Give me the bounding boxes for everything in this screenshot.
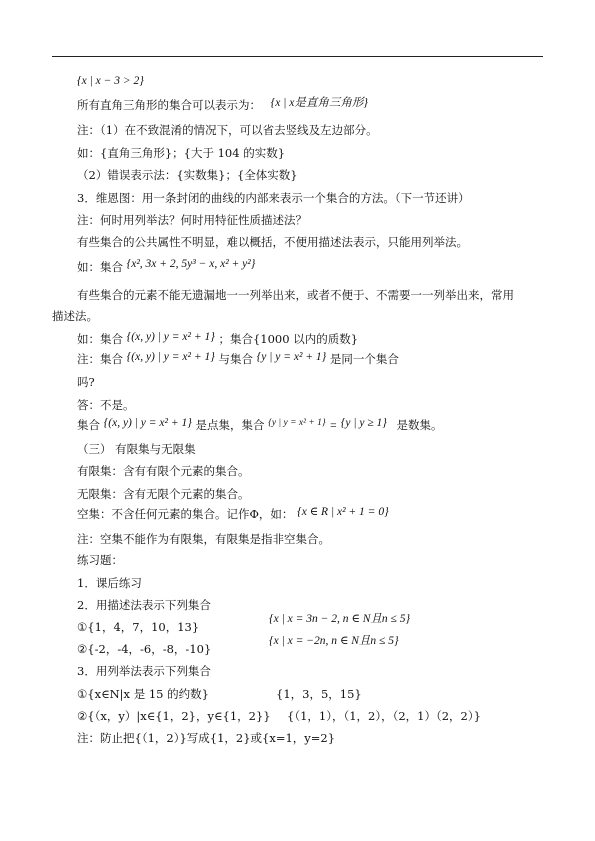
text-segment: 集合 <box>77 418 100 432</box>
definition-line: 无限集：含有无限个元素的集合。 <box>77 487 250 501</box>
math-expression: {x | x = 3n − 2, n ∈ N且n ≤ 5} <box>269 613 411 625</box>
text-line: （2）错误表示法：{实数集}；{全体实数} <box>77 168 298 182</box>
text-line <box>77 98 368 113</box>
exercise-heading: 练习题： <box>77 553 123 567</box>
set-notation-line: {x | x − 3 > 2} <box>77 75 144 87</box>
text-segment: 是点集，集合 <box>195 418 265 432</box>
text-segment: 注：集合 <box>77 352 123 366</box>
exercise-item: 2．用描述法表示下列集合 <box>77 598 211 612</box>
header-rule <box>52 56 543 57</box>
text-line: 吗? <box>77 375 95 389</box>
text-line: 描述法。 <box>52 309 98 323</box>
note-line: 注：（1）在不致混淆的情况下，可以省去竖线及左边部分。 <box>77 123 378 137</box>
answer-set: {1，3，5，15} <box>276 687 362 701</box>
math-expression: {(x, y) | y = x² + 1} <box>126 331 215 343</box>
math-expression: {y | y ≥ 1} <box>340 417 387 429</box>
math-expression: {y | y = x² + 1} <box>256 351 327 363</box>
text-segment: 是同一个集合 <box>329 352 399 366</box>
answer-set: {（1，1），（1，2），（2，1）（2，2）} <box>287 709 481 723</box>
text-segment: 如：集合 <box>77 332 123 346</box>
note-line: 注：空集不能作为有限集，有限集是指非空集合。 <box>77 532 330 546</box>
note-line: 注：何时用列举法？何时用特征性质描述法？ <box>77 213 307 227</box>
text-segment: 所有直角三角形的集合可以表示为： <box>77 98 261 112</box>
text-segment: 与集合 <box>218 352 253 366</box>
answer-line: 答：不是。 <box>77 398 135 412</box>
text-segment: 是数集。 <box>396 418 443 432</box>
math-expression: {x ∈ R | x² + 1 = 0} <box>297 506 389 518</box>
exercise-item: 1．课后练习 <box>77 576 142 590</box>
example-line: 如：{直角三角形}；{大于 104 的实数} <box>77 146 286 160</box>
exercise-set: ①{1，4，7，10，13} <box>77 620 200 634</box>
definition-line <box>77 507 389 522</box>
section-heading: （三） 有限集与无限集 <box>77 442 196 456</box>
example-line <box>77 332 358 347</box>
text-line: 有些集合的元素不能无遗漏地一一列举出来，或者不便于、不需要一一列举出来，常用 <box>77 288 514 302</box>
exercise-item: 3．用列举法表示下列集合 <box>77 664 211 678</box>
math-expression: {(x, y) | y = x² + 1} <box>103 417 192 429</box>
text-segment: 空集：不含任何元素的集合。记作Φ，如： <box>77 507 294 521</box>
math-expression: {y | y = x² + 1} <box>268 418 326 428</box>
venn-heading: 3．维恩图：用一条封闭的曲线的内部来表示一个集合的方法。（下一节还讲） <box>77 191 470 205</box>
example-line <box>77 260 255 275</box>
math-expression: {x², 3x + 2, 5y³ − x, x² + y²} <box>126 258 256 270</box>
definition-line: 有限集：含有有限个元素的集合。 <box>77 464 250 478</box>
text-segment: ；集合{1000 以内的质数} <box>218 332 359 346</box>
text-line: 有些集合的公共属性不明显，难以概括，不便用描述法表示，只能用列举法。 <box>77 235 468 249</box>
exercise-set: ②{-2，-4，-6，-8，-10} <box>77 642 212 656</box>
equals-sign: = <box>329 420 338 432</box>
math-expression: {x | x是直角三角形} <box>270 97 368 109</box>
text-line <box>77 418 443 434</box>
math-expression: {(x, y) | y = x² + 1} <box>126 351 215 363</box>
note-line <box>77 352 399 367</box>
text-segment: 如：集合 <box>77 260 123 274</box>
exercise-set: ①{x∈N|x 是 15 的约数} <box>77 687 209 701</box>
exercise-set: ②{（x，y）|x∈{1，2}，y∈{1，2}} <box>77 709 271 723</box>
note-line: 注：防止把{（1，2）}写成{1，2}或{x=1，y=2} <box>77 731 336 745</box>
math-expression: {x | x = −2n, n ∈ N且n ≤ 5} <box>269 635 399 647</box>
